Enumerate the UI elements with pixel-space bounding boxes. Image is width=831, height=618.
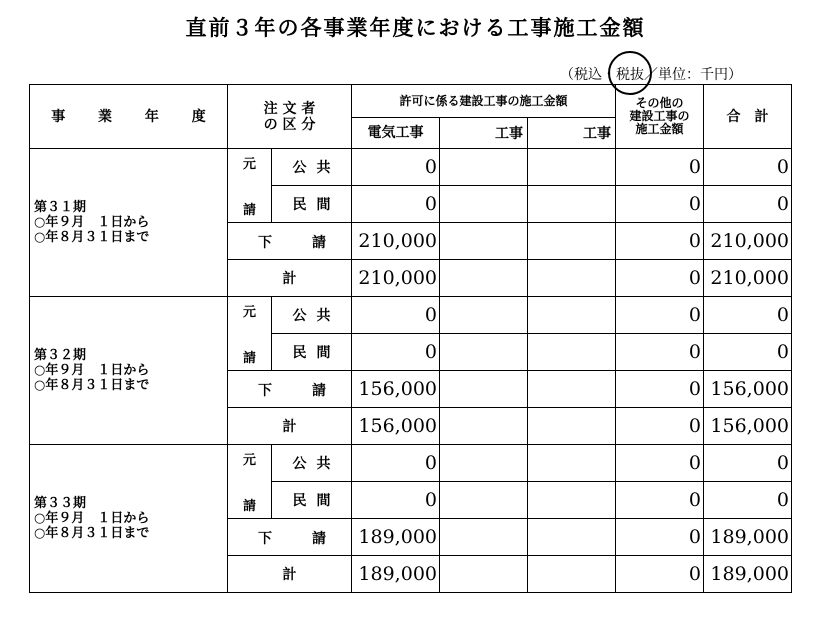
subcontract-right: 請 — [312, 383, 326, 399]
subcontract-label — [228, 519, 352, 556]
header-order-type — [228, 85, 352, 149]
sum-label: 計 — [228, 260, 352, 297]
cell-public-total: 0 — [704, 149, 792, 186]
cell-private-work2 — [440, 186, 528, 223]
period-cell — [30, 445, 228, 593]
cell-sub-work2 — [440, 519, 528, 556]
cell-sub-electric: 189,000 — [352, 519, 440, 556]
cell-sum-work3 — [528, 556, 616, 593]
tax-excluded-label: 税抜 — [616, 67, 644, 83]
cell-public-work3 — [528, 149, 616, 186]
cell-sum-other: 0 — [616, 260, 704, 297]
cell-sub-other: 0 — [616, 371, 704, 408]
header-other — [616, 85, 704, 149]
header-order-type-line1: 注 文 者 — [263, 100, 316, 117]
cell-public-electric: 0 — [352, 445, 440, 482]
page-title: 直前３年の各事業年度における工事施工金額 — [185, 16, 646, 40]
cell-sub-work3 — [528, 519, 616, 556]
cell-private-electric: 0 — [352, 482, 440, 519]
subcontract-right: 請 — [312, 531, 326, 547]
period-from: ○年９月 １日から — [34, 215, 150, 230]
cell-private-work3 — [528, 482, 616, 519]
cell-private-total: 0 — [704, 186, 792, 223]
cell-sub-other: 0 — [616, 519, 704, 556]
cell-sum-other: 0 — [616, 556, 704, 593]
prime-label-bottom: 請 — [242, 203, 256, 218]
table-row — [30, 445, 792, 482]
cell-sum-electric: 210,000 — [352, 260, 440, 297]
cell-sub-electric: 156,000 — [352, 371, 440, 408]
public-label: 公共 — [272, 445, 352, 482]
period-to: ○年８月３１日まで — [34, 230, 150, 245]
period-cell — [30, 149, 228, 297]
cell-sum-electric: 189,000 — [352, 556, 440, 593]
cell-public-other: 0 — [616, 149, 704, 186]
sum-label: 計 — [228, 556, 352, 593]
cell-private-total: 0 — [704, 482, 792, 519]
public-label: 公共 — [272, 297, 352, 334]
cell-sum-work3 — [528, 408, 616, 445]
cell-private-other: 0 — [616, 482, 704, 519]
subcontract-left: 下 — [258, 531, 272, 547]
cell-public-total: 0 — [704, 297, 792, 334]
public-label: 公共 — [272, 149, 352, 186]
header-electric: 電気工事 — [352, 118, 440, 149]
period-to: ○年８月３１日まで — [34, 526, 150, 541]
subcontract-left: 下 — [258, 383, 272, 399]
subcontract-left: 下 — [258, 235, 272, 251]
cell-sum-other: 0 — [616, 408, 704, 445]
cell-sum-work3 — [528, 260, 616, 297]
cell-sub-work2 — [440, 371, 528, 408]
cell-private-electric: 0 — [352, 186, 440, 223]
cell-sub-work3 — [528, 223, 616, 260]
cell-sum-total: 189,000 — [704, 556, 792, 593]
cell-sub-work2 — [440, 223, 528, 260]
header-work-3: 工事 — [528, 118, 616, 149]
sum-label: 計 — [228, 408, 352, 445]
cell-sub-work3 — [528, 371, 616, 408]
unit-label: 単位：千円 — [658, 67, 728, 83]
cell-sum-work2 — [440, 408, 528, 445]
prime-contract-label — [228, 297, 272, 371]
prime-label-bottom: 請 — [242, 499, 256, 514]
cell-private-work2 — [440, 482, 528, 519]
cell-public-work3 — [528, 445, 616, 482]
cell-private-electric: 0 — [352, 334, 440, 371]
cell-sum-work2 — [440, 556, 528, 593]
prime-label-top: 元 — [242, 157, 256, 172]
private-label: 民間 — [272, 186, 352, 223]
period-name: 第３２期 — [34, 348, 87, 363]
private-label: 民間 — [272, 482, 352, 519]
cell-private-work3 — [528, 334, 616, 371]
cell-public-work3 — [528, 297, 616, 334]
cell-sub-other: 0 — [616, 223, 704, 260]
tax-excluded-selected — [616, 64, 644, 84]
cell-private-other: 0 — [616, 334, 704, 371]
header-work-2: 工事 — [440, 118, 528, 149]
period-name: 第３１期 — [34, 200, 87, 215]
cell-public-electric: 0 — [352, 297, 440, 334]
period-name: 第３３期 — [34, 496, 87, 511]
construction-amount-table — [29, 84, 792, 593]
prime-contract-label — [228, 149, 272, 223]
unit-separator: ・ — [602, 67, 616, 83]
period-from: ○年９月 １日から — [34, 363, 150, 378]
cell-public-other: 0 — [616, 297, 704, 334]
cell-private-work2 — [440, 334, 528, 371]
subcontract-label — [228, 223, 352, 260]
cell-sum-total: 156,000 — [704, 408, 792, 445]
header-total: 合 計 — [704, 85, 792, 149]
cell-public-work2 — [440, 297, 528, 334]
unit-close: ） — [728, 67, 742, 83]
tax-included-label: 税込 — [574, 67, 602, 83]
cell-sub-total: 156,000 — [704, 371, 792, 408]
header-licensed-group: 許可に係る建設工事の施工金額 — [352, 85, 616, 118]
private-label: 民間 — [272, 334, 352, 371]
subcontract-label — [228, 371, 352, 408]
header-other-line1: その他の — [635, 96, 684, 110]
period-from: ○年９月 １日から — [34, 511, 150, 526]
cell-private-other: 0 — [616, 186, 704, 223]
cell-public-other: 0 — [616, 445, 704, 482]
prime-label-top: 元 — [242, 305, 256, 320]
period-to: ○年８月３１日まで — [34, 378, 150, 393]
table-row — [30, 297, 792, 334]
cell-public-work2 — [440, 445, 528, 482]
subcontract-right: 請 — [312, 235, 326, 251]
cell-sum-electric: 156,000 — [352, 408, 440, 445]
period-cell — [30, 297, 228, 445]
cell-public-work2 — [440, 149, 528, 186]
unit-open: （ — [560, 67, 574, 83]
cell-sub-electric: 210,000 — [352, 223, 440, 260]
prime-label-top: 元 — [242, 453, 256, 468]
header-other-line2: 建設工事の — [629, 109, 690, 123]
cell-sub-total: 189,000 — [704, 519, 792, 556]
cell-sub-total: 210,000 — [704, 223, 792, 260]
cell-private-work3 — [528, 186, 616, 223]
header-order-type-line2: の 区 分 — [263, 116, 316, 133]
cell-public-electric: 0 — [352, 149, 440, 186]
header-fiscal-year: 事 業 年 度 — [30, 85, 228, 149]
prime-contract-label — [228, 445, 272, 519]
unit-slash: ／ — [644, 67, 658, 83]
cell-sum-total: 210,000 — [704, 260, 792, 297]
unit-note — [560, 64, 790, 84]
cell-private-total: 0 — [704, 334, 792, 371]
header-other-line3: 施工金額 — [635, 122, 684, 136]
cell-sum-work2 — [440, 260, 528, 297]
cell-public-total: 0 — [704, 445, 792, 482]
table-row — [30, 149, 792, 186]
prime-label-bottom: 請 — [242, 351, 256, 366]
header-row-1 — [30, 85, 792, 118]
